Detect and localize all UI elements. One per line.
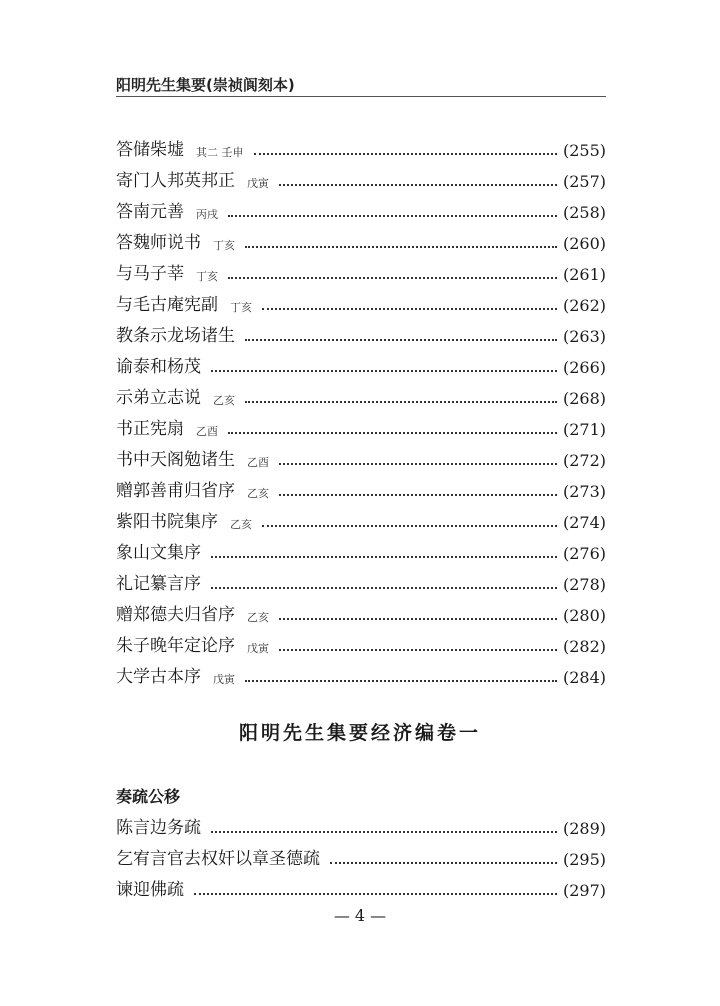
entry-title: 陈言边务疏: [116, 818, 201, 838]
entry-note: 丙戌: [196, 208, 218, 221]
toc-entry: [116, 438, 606, 469]
entry-page: (280): [562, 606, 606, 625]
entry-title: 谏迎佛疏: [116, 880, 184, 900]
entry-page: (272): [562, 451, 606, 470]
entry-note: 乙酉: [247, 456, 269, 469]
entry-page: (258): [562, 203, 606, 222]
dot-leader: [279, 618, 557, 620]
entry-page: (274): [562, 513, 606, 532]
entry-page: (276): [562, 544, 606, 563]
entry-page: (266): [562, 358, 606, 377]
dot-leader: [254, 153, 557, 155]
entry-page: (263): [562, 327, 606, 346]
toc-entry: [116, 624, 606, 655]
toc-entry: [116, 190, 606, 221]
toc-entry: [116, 407, 606, 438]
entry-title: 礼记纂言序: [116, 574, 201, 594]
entry-page: (273): [562, 482, 606, 501]
entry-title: 寄门人邦英邦正: [116, 171, 235, 191]
entry-title: 答魏师说书: [116, 233, 201, 253]
toc-entry: [116, 469, 606, 500]
running-header: [116, 66, 606, 97]
entry-note: 其二 壬申: [196, 146, 244, 159]
entry-title: 乞宥言官去权奸以章圣德疏: [116, 849, 320, 869]
entry-title: 教条示龙场诸生: [116, 326, 235, 346]
entry-title: 书中天阁勉诸生: [116, 450, 235, 470]
toc-entry: [116, 593, 606, 624]
subsection-heading: 奏疏公移: [116, 787, 181, 806]
section-title: 阳明先生集要经济编卷一: [238, 722, 481, 744]
entry-page: (260): [562, 234, 606, 253]
entry-note: 丁亥: [230, 301, 252, 314]
entry-page: (255): [562, 141, 606, 160]
toc-entry: [116, 837, 606, 868]
dot-leader: [194, 893, 557, 895]
entry-page: (257): [562, 172, 606, 191]
entry-title: 书正宪扇: [116, 419, 184, 439]
entry-title: 示弟立志说: [116, 388, 201, 408]
toc-entry: [116, 128, 606, 159]
dot-leader: [330, 862, 557, 864]
dot-leader: [279, 649, 557, 651]
dot-leader: [245, 680, 557, 682]
entry-page: (278): [562, 575, 606, 594]
dot-leader: [211, 556, 557, 558]
entry-note: 乙亥: [247, 611, 269, 624]
entry-note: 戊寅: [247, 177, 269, 190]
entry-page: (262): [562, 296, 606, 315]
toc-entry: [116, 868, 606, 899]
entry-title: 紫阳书院集序: [116, 512, 218, 532]
toc-entry: [116, 655, 606, 686]
dot-leader: [279, 494, 557, 496]
entry-title: 与马子莘: [116, 264, 184, 284]
dot-leader: [211, 370, 557, 372]
toc-list: [116, 128, 606, 686]
toc-entry: [116, 159, 606, 190]
toc-entry: [116, 376, 606, 407]
entry-note: 戊寅: [247, 642, 269, 655]
toc-entry: [116, 314, 606, 345]
entry-page: (282): [562, 637, 606, 656]
entry-page: (268): [562, 389, 606, 408]
entry-note: 丁亥: [196, 270, 218, 283]
entry-title: 朱子晚年定论序: [116, 636, 235, 656]
entry-note: 乙亥: [213, 394, 235, 407]
entry-title: 答储柴墟: [116, 140, 184, 160]
dot-leader: [228, 432, 557, 434]
entry-page: (289): [562, 819, 606, 838]
entry-page: (295): [562, 850, 606, 869]
dot-leader: [245, 401, 557, 403]
entry-page: (261): [562, 265, 606, 284]
dot-leader: [211, 831, 557, 833]
entry-title: 赠郭善甫归省序: [116, 481, 235, 501]
dot-leader: [262, 308, 557, 310]
toc-entry: [116, 531, 606, 562]
entry-note: 乙亥: [230, 518, 252, 531]
dot-leader: [245, 339, 557, 341]
dot-leader: [228, 215, 557, 217]
dot-leader: [211, 587, 557, 589]
toc-entry: [116, 283, 606, 314]
entry-note: 丁亥: [213, 239, 235, 252]
toc-entry: [116, 562, 606, 593]
toc-entry: [116, 345, 606, 376]
entry-title: 赠郑德夫归省序: [116, 605, 235, 625]
toc-entry: [116, 221, 606, 252]
entry-title: 谕泰和杨茂: [116, 357, 201, 377]
toc-entry: [116, 252, 606, 283]
entry-title: 与毛古庵宪副: [116, 295, 218, 315]
entry-title: 大学古本序: [116, 667, 201, 687]
toc-entry: [116, 500, 606, 531]
dot-leader: [228, 277, 557, 279]
toc-entry: [116, 806, 606, 837]
dot-leader: [279, 463, 557, 465]
entry-page: (297): [562, 881, 606, 900]
entry-title: 象山文集序: [116, 543, 201, 563]
dot-leader: [262, 525, 557, 527]
entry-note: 戊寅: [213, 673, 235, 686]
header-title: 阳明先生集要(崇祯阆刻本): [116, 76, 295, 94]
entry-page: (271): [562, 420, 606, 439]
entry-note: 乙酉: [196, 425, 218, 438]
entry-title: 答南元善: [116, 202, 184, 222]
dot-leader: [279, 184, 557, 186]
entry-page: (284): [562, 668, 606, 687]
dot-leader: [245, 246, 557, 248]
page-number: — 4 —: [333, 906, 387, 925]
entry-note: 乙亥: [247, 487, 269, 500]
section-toc-list: [116, 806, 606, 899]
